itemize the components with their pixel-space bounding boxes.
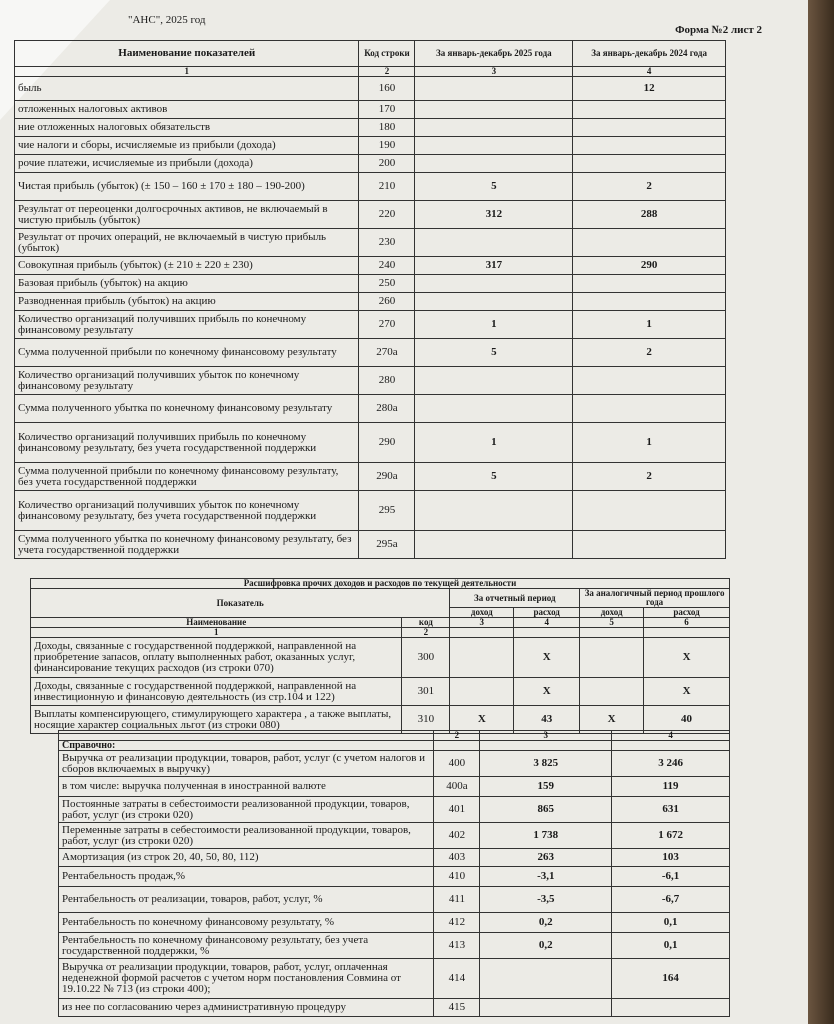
row-name: Сумма полученного убытка по конечному финансовому результату bbox=[15, 395, 359, 423]
reference-heading: Справочно: bbox=[59, 741, 434, 751]
row-code: 400а bbox=[434, 777, 480, 797]
row-code: 170 bbox=[359, 101, 415, 119]
col-header-name: Наименование bbox=[31, 618, 402, 628]
row-name: Выручка от реализации продукции, товаров, работ, услуг, оплаченная неденежной формой расчетов с учетом норм постановления Совмина от 19.10.22 № 713 (из строки 400); bbox=[59, 959, 434, 999]
value-2025 bbox=[415, 101, 573, 119]
row-code: 414 bbox=[434, 959, 480, 999]
row-name: отложенных налоговых активов bbox=[15, 101, 359, 119]
table-row bbox=[15, 423, 726, 463]
value-cell: X bbox=[580, 706, 644, 734]
row-name: чие налоги и сборы, исчисляемые из прибыли (дохода) bbox=[15, 137, 359, 155]
row-name: Выручка от реализации продукции, товаров, работ, услуг (с учетом налогов и сборов включаемых в выручку) bbox=[59, 751, 434, 777]
value-2024 bbox=[573, 155, 726, 173]
reference-table bbox=[58, 730, 730, 1017]
col-header-code: Код строки bbox=[359, 41, 415, 67]
row-name: Рентабельность продаж,% bbox=[59, 867, 434, 887]
value-2024 bbox=[573, 101, 726, 119]
table-row bbox=[15, 137, 726, 155]
row-code: 270а bbox=[359, 339, 415, 367]
row-name: из нее по согласованию через административную процедуру bbox=[59, 999, 434, 1017]
indicators-table bbox=[14, 40, 726, 559]
value-current: 1 738 bbox=[480, 823, 612, 849]
table-row bbox=[15, 201, 726, 229]
col-header-income: доход bbox=[580, 608, 644, 618]
value-2024 bbox=[573, 395, 726, 423]
col-num: 2 bbox=[434, 731, 480, 741]
row-code: 220 bbox=[359, 201, 415, 229]
value-cell: X bbox=[514, 678, 580, 706]
value-current: 3 825 bbox=[480, 751, 612, 777]
table-row bbox=[59, 999, 730, 1017]
row-name: рочие платежи, исчисляемые из прибыли (дохода) bbox=[15, 155, 359, 173]
row-code: 301 bbox=[402, 678, 450, 706]
value-cell bbox=[450, 678, 514, 706]
value-2025 bbox=[415, 395, 573, 423]
row-name: Количество организаций получивших убыток по конечному финансовому результату, без учета государственной поддержки bbox=[15, 491, 359, 531]
value-cell: X bbox=[644, 678, 730, 706]
row-code: 160 bbox=[359, 77, 415, 101]
col-num: 5 bbox=[580, 618, 644, 628]
value-2025 bbox=[415, 77, 573, 101]
row-name: Результат от переоценки долгосрочных активов, не включаемый в чистую прибыль (убыток) bbox=[15, 201, 359, 229]
row-code: 295а bbox=[359, 531, 415, 559]
table-row bbox=[59, 913, 730, 933]
value-previous: -6,7 bbox=[612, 887, 730, 913]
col-header-2025: За январь-декабрь 2025 года bbox=[415, 41, 573, 67]
value-previous: 0,1 bbox=[612, 913, 730, 933]
col-num: 2 bbox=[359, 67, 415, 77]
table-row bbox=[15, 293, 726, 311]
value-previous: 103 bbox=[612, 849, 730, 867]
col-num: 3 bbox=[415, 67, 573, 77]
row-name: Сумма полученной прибыли по конечному финансовому результату bbox=[15, 339, 359, 367]
col-header-period: За отчетный период bbox=[450, 589, 580, 608]
row-name: Количество организаций получивших прибыль по конечному финансовому результату, без учета государственной поддержки bbox=[15, 423, 359, 463]
value-previous bbox=[612, 999, 730, 1017]
value-cell: X bbox=[644, 638, 730, 678]
value-2024 bbox=[573, 119, 726, 137]
value-2025 bbox=[415, 531, 573, 559]
row-name: Переменные затраты в себестоимости реализованной продукции, товаров, работ, услуг (из строки 020) bbox=[59, 823, 434, 849]
value-2024: 1 bbox=[573, 311, 726, 339]
row-code: 180 bbox=[359, 119, 415, 137]
value-previous: 1 672 bbox=[612, 823, 730, 849]
row-name: Выплаты компенсирующего, стимулирующего характера , а также выплаты, носящие характер социальных льгот (из строки 080) bbox=[31, 706, 402, 734]
value-current: 263 bbox=[480, 849, 612, 867]
col-num: 6 bbox=[644, 618, 730, 628]
row-code: 400 bbox=[434, 751, 480, 777]
col-num: 3 bbox=[480, 731, 612, 741]
value-previous: 631 bbox=[612, 797, 730, 823]
col-num: 1 bbox=[15, 67, 359, 77]
table-row bbox=[59, 777, 730, 797]
table-title: Расшифровка прочих доходов и расходов по текущей деятельности bbox=[31, 579, 730, 589]
table-row bbox=[59, 751, 730, 777]
row-name: Разводненная прибыль (убыток) на акцию bbox=[15, 293, 359, 311]
background-surface bbox=[808, 0, 834, 1024]
row-code: 260 bbox=[359, 293, 415, 311]
value-previous: 3 246 bbox=[612, 751, 730, 777]
col-header-prev-period: За аналогичный период прошлого года bbox=[580, 589, 730, 608]
value-2024: 290 bbox=[573, 257, 726, 275]
value-2025: 317 bbox=[415, 257, 573, 275]
value-previous: 119 bbox=[612, 777, 730, 797]
value-current: -3,1 bbox=[480, 867, 612, 887]
value-2025 bbox=[415, 119, 573, 137]
col-header-expense: расход bbox=[644, 608, 730, 618]
table-row bbox=[15, 275, 726, 293]
row-name: Рентабельность по конечному финансовому результату, без учета государственной поддержки, % bbox=[59, 933, 434, 959]
value-previous: -6,1 bbox=[612, 867, 730, 887]
row-code: 290а bbox=[359, 463, 415, 491]
col-num: 1 bbox=[31, 628, 402, 638]
row-name: в том числе: выручка полученная в иностранной валюте bbox=[59, 777, 434, 797]
row-code: 240 bbox=[359, 257, 415, 275]
row-code: 200 bbox=[359, 155, 415, 173]
row-code: 295 bbox=[359, 491, 415, 531]
table-row bbox=[15, 257, 726, 275]
col-num: 4 bbox=[514, 618, 580, 628]
table-row bbox=[59, 933, 730, 959]
row-name: Количество организаций получивших прибыль по конечному финансовому результату bbox=[15, 311, 359, 339]
row-name: Сумма полученного убытка по конечному финансовому результату, без учета государственной поддержки bbox=[15, 531, 359, 559]
row-name: Базовая прибыль (убыток) на акцию bbox=[15, 275, 359, 293]
value-cell: 40 bbox=[644, 706, 730, 734]
table-row bbox=[15, 311, 726, 339]
table-row bbox=[15, 491, 726, 531]
col-num: 4 bbox=[612, 731, 730, 741]
row-code: 300 bbox=[402, 638, 450, 678]
row-name: Доходы, связанные с государственной поддержкой, направленной на инвестиционную и финансовую деятельность (из стр.104 и 122) bbox=[31, 678, 402, 706]
row-code: 410 bbox=[434, 867, 480, 887]
table-row bbox=[15, 463, 726, 491]
table-row bbox=[31, 678, 730, 706]
row-code: 415 bbox=[434, 999, 480, 1017]
row-name: Совокупная прибыль (убыток) (± 210 ± 220 ± 230) bbox=[15, 257, 359, 275]
col-header-code: код bbox=[402, 618, 450, 628]
value-2025 bbox=[415, 155, 573, 173]
row-code: 280а bbox=[359, 395, 415, 423]
col-header-name: Наименование показателей bbox=[15, 41, 359, 67]
table-row bbox=[15, 367, 726, 395]
value-2024: 12 bbox=[573, 77, 726, 101]
row-name: Сумма полученной прибыли по конечному финансовому результату, без учета государственной поддержки bbox=[15, 463, 359, 491]
value-current: 159 bbox=[480, 777, 612, 797]
row-code: 290 bbox=[359, 423, 415, 463]
col-header-indicator: Показатель bbox=[31, 589, 450, 618]
table-row bbox=[31, 638, 730, 678]
row-name: ние отложенных налоговых обязательств bbox=[15, 119, 359, 137]
table-row bbox=[59, 823, 730, 849]
value-cell: 43 bbox=[514, 706, 580, 734]
row-code: 280 bbox=[359, 367, 415, 395]
row-name: быль bbox=[15, 77, 359, 101]
value-2025 bbox=[415, 137, 573, 155]
col-num: 2 bbox=[402, 628, 450, 638]
other-income-table bbox=[30, 578, 730, 734]
row-name: Доходы, связанные с государственной поддержкой, направленной на приобретение запасов, оплату выполненных работ, оказанных услуг, финансирование текущих расходов (из строки 070) bbox=[31, 638, 402, 678]
row-code: 401 bbox=[434, 797, 480, 823]
org-year-header: "АНС", 2025 год bbox=[128, 14, 206, 26]
value-2025: 1 bbox=[415, 311, 573, 339]
value-2024 bbox=[573, 293, 726, 311]
row-name: Постоянные затраты в себестоимости реализованной продукции, товаров, работ, услуг (из строки 020) bbox=[59, 797, 434, 823]
table-row bbox=[59, 959, 730, 999]
value-current bbox=[480, 999, 612, 1017]
value-2024 bbox=[573, 275, 726, 293]
value-2025 bbox=[415, 491, 573, 531]
value-2025: 5 bbox=[415, 339, 573, 367]
value-2024: 2 bbox=[573, 339, 726, 367]
value-2025: 5 bbox=[415, 463, 573, 491]
row-name: Рентабельность по конечному финансовому результату, % bbox=[59, 913, 434, 933]
value-2025: 5 bbox=[415, 173, 573, 201]
table-row bbox=[15, 531, 726, 559]
value-cell bbox=[580, 638, 644, 678]
value-previous: 164 bbox=[612, 959, 730, 999]
value-2024: 2 bbox=[573, 173, 726, 201]
value-cell bbox=[450, 638, 514, 678]
table-row bbox=[59, 887, 730, 913]
value-2024 bbox=[573, 367, 726, 395]
value-cell: X bbox=[450, 706, 514, 734]
row-name: Амортизация (из строк 20, 40, 50, 80, 112) bbox=[59, 849, 434, 867]
table-row bbox=[15, 173, 726, 201]
value-2024 bbox=[573, 531, 726, 559]
value-current: 0,2 bbox=[480, 913, 612, 933]
table-row bbox=[59, 849, 730, 867]
table-row bbox=[15, 339, 726, 367]
table-row bbox=[15, 101, 726, 119]
row-code: 403 bbox=[434, 849, 480, 867]
table-row bbox=[15, 395, 726, 423]
row-code: 413 bbox=[434, 933, 480, 959]
table-row bbox=[15, 155, 726, 173]
row-code: 411 bbox=[434, 887, 480, 913]
value-2025 bbox=[415, 275, 573, 293]
table-row bbox=[15, 119, 726, 137]
value-2024: 288 bbox=[573, 201, 726, 229]
row-code: 310 bbox=[402, 706, 450, 734]
value-current: 0,2 bbox=[480, 933, 612, 959]
row-code: 190 bbox=[359, 137, 415, 155]
value-2024 bbox=[573, 137, 726, 155]
row-code: 210 bbox=[359, 173, 415, 201]
table-row bbox=[59, 797, 730, 823]
value-2024 bbox=[573, 229, 726, 257]
col-header-income: доход bbox=[450, 608, 514, 618]
row-name: Чистая прибыль (убыток) (± 150 – 160 ± 170 ± 180 – 190-200) bbox=[15, 173, 359, 201]
row-code: 412 bbox=[434, 913, 480, 933]
value-2025 bbox=[415, 293, 573, 311]
value-2024 bbox=[573, 491, 726, 531]
col-num: 3 bbox=[450, 618, 514, 628]
row-name: Рентабельность от реализации, товаров, работ, услуг, % bbox=[59, 887, 434, 913]
row-code: 250 bbox=[359, 275, 415, 293]
row-name: Количество организаций получивших убыток по конечному финансовому результату bbox=[15, 367, 359, 395]
value-2025 bbox=[415, 229, 573, 257]
value-current bbox=[480, 959, 612, 999]
value-2024: 1 bbox=[573, 423, 726, 463]
row-name: Результат от прочих операций, не включаемый в чистую прибыль (убыток) bbox=[15, 229, 359, 257]
row-code: 230 bbox=[359, 229, 415, 257]
table-row bbox=[59, 867, 730, 887]
value-2025: 1 bbox=[415, 423, 573, 463]
value-2024: 2 bbox=[573, 463, 726, 491]
value-2025: 312 bbox=[415, 201, 573, 229]
row-code: 270 bbox=[359, 311, 415, 339]
col-num: 4 bbox=[573, 67, 726, 77]
value-previous: 0,1 bbox=[612, 933, 730, 959]
value-cell: X bbox=[514, 638, 580, 678]
table-row bbox=[15, 77, 726, 101]
col-header-expense: расход bbox=[514, 608, 580, 618]
form-number: Форма №2 лист 2 bbox=[675, 24, 762, 36]
table-row bbox=[15, 229, 726, 257]
value-cell bbox=[580, 678, 644, 706]
value-2025 bbox=[415, 367, 573, 395]
row-code: 402 bbox=[434, 823, 480, 849]
col-header-2024: За январь-декабрь 2024 года bbox=[573, 41, 726, 67]
value-current: -3,5 bbox=[480, 887, 612, 913]
value-current: 865 bbox=[480, 797, 612, 823]
